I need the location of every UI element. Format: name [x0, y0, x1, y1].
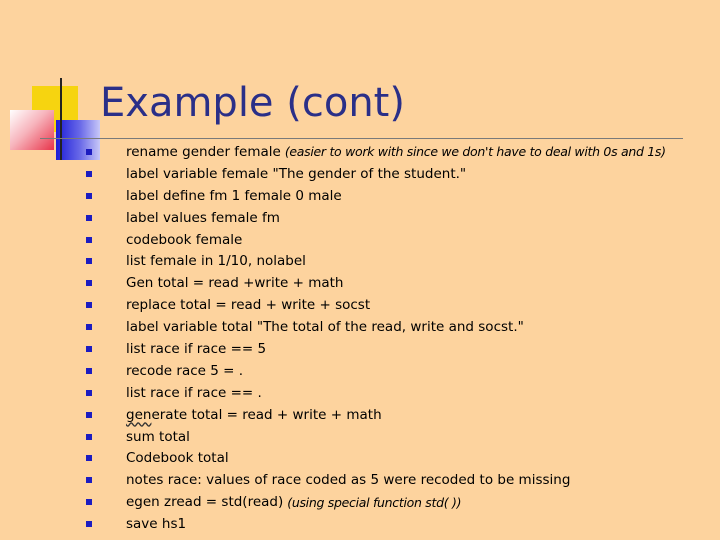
note-text: (using special function std( )): [287, 494, 462, 510]
list-item: [84, 141, 666, 163]
square-bullet-icon: [86, 455, 92, 461]
list-item: [84, 426, 666, 448]
list-item: [84, 294, 666, 316]
command-text: sum total: [126, 428, 190, 445]
command-text: list race if race == 5: [126, 340, 267, 357]
square-bullet-icon: [86, 346, 92, 352]
square-bullet-icon: [86, 171, 92, 177]
command-text: [126, 407, 382, 423]
square-bullet-icon: [86, 324, 92, 330]
list-item: [84, 163, 666, 185]
command-text: replace total = read + write + socst: [126, 297, 371, 314]
command-text: codebook female: [126, 231, 243, 248]
command-text: label define fm 1 female 0 male: [126, 187, 342, 204]
note-text: (easier to work with since we don't have to deal with 0s and 1s): [284, 144, 666, 160]
command-text: Gen total = read +write + math: [126, 275, 344, 292]
decorative-red-square: [10, 110, 54, 150]
decorative-vertical-line: [60, 78, 62, 160]
square-bullet-icon: [86, 149, 92, 155]
command-text: notes race: values of race coded as 5 were recoded to be missing: [126, 472, 571, 489]
square-bullet-icon: [86, 499, 92, 505]
slide-title: Example (cont): [100, 80, 405, 126]
command-text-rest: erate total = read + write + math: [151, 406, 382, 423]
list-item: [84, 382, 666, 404]
command-text: list race if race == .: [126, 384, 262, 401]
list-item: [84, 469, 666, 491]
list-item: [84, 229, 666, 251]
bullet-list: [84, 141, 666, 535]
square-bullet-icon: [86, 280, 92, 286]
square-bullet-icon: [86, 193, 92, 199]
list-item: [84, 316, 666, 338]
command-text: Codebook total: [126, 450, 229, 467]
command-text: label variable female "The gender of the student.": [126, 165, 467, 182]
square-bullet-icon: [86, 412, 92, 418]
list-item: [84, 207, 666, 229]
list-item: [84, 338, 666, 360]
command-text: list female in 1/10, nolabel: [126, 253, 306, 270]
command-text: egen zread = std(read): [126, 494, 284, 511]
list-item: [84, 185, 666, 207]
command-text: recode race 5 = .: [126, 362, 244, 379]
square-bullet-icon: [86, 390, 92, 396]
square-bullet-icon: [86, 215, 92, 221]
square-bullet-icon: [86, 302, 92, 308]
square-bullet-icon: [86, 237, 92, 243]
list-item: [84, 360, 666, 382]
command-text: label values female fm: [126, 209, 280, 226]
spellcheck-underlined-text: gen: [126, 406, 152, 423]
list-item: [84, 447, 666, 469]
title-divider: [40, 138, 683, 139]
square-bullet-icon: [86, 368, 92, 374]
command-text: rename gender female: [126, 143, 281, 160]
list-item: [84, 272, 666, 294]
command-text: save hs1: [126, 516, 187, 533]
list-item: [84, 513, 666, 535]
list-item: [84, 404, 666, 426]
command-text: label variable total "The total of the read, write and socst.": [126, 319, 524, 336]
square-bullet-icon: [86, 434, 92, 440]
list-item: [84, 491, 666, 513]
square-bullet-icon: [86, 477, 92, 483]
square-bullet-icon: [86, 258, 92, 264]
square-bullet-icon: [86, 521, 92, 527]
list-item: [84, 250, 666, 272]
